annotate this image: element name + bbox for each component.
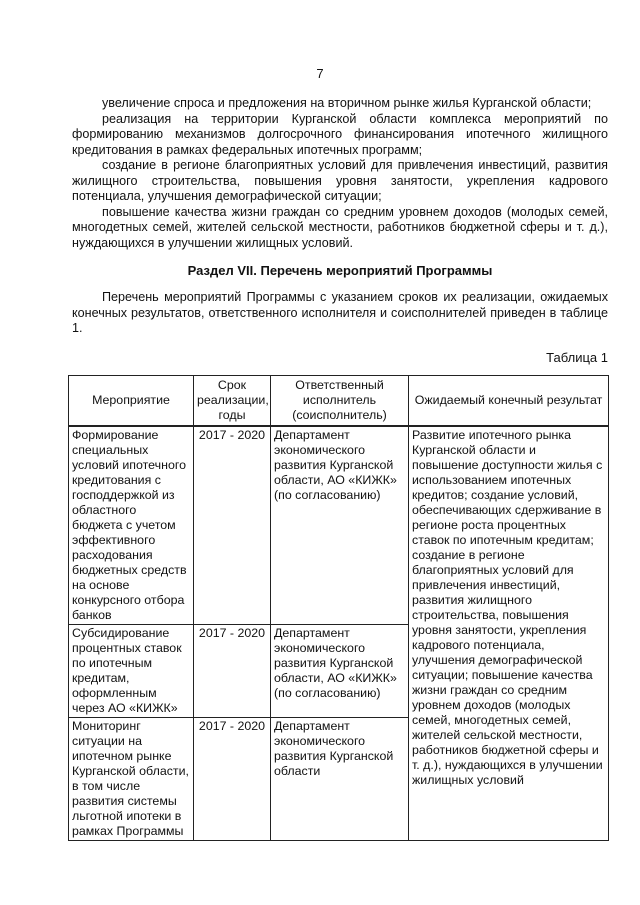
goal-paragraph: повышение качества жизни граждан со средним уровнем доходов (молодых семей, многодетных семей, жителей сельской местности, работников бюджетной сферы и т. д.), нуждающихся в улучшении жилищных условий.: [72, 204, 608, 250]
header-result: Ожидаемый конечный результат: [409, 376, 609, 427]
measures-table: [68, 375, 609, 841]
goals-list: [72, 96, 608, 251]
cell-measure: Субсидирование процентных ставок по ипотечным кредитам, оформленным через АО «КИЖК»: [69, 625, 194, 718]
cell-result: Развитие ипотечного рынка Курганской области и повышение доступности жилья с использованием ипотечных кредитов; создание условий, обеспечивающих сдерживание в регионе роста процентных ставок по ипотечным кредитам; создание в регионе благоприятных условий для привлечения инвестиций, развития жилищного строительства, повышения уровня занятости, укрепления кадрового потенциала, улучшения демографической ситуации; повышение качества жизни граждан со средним уровнем доходов (молодых семей, многодетных семей, жителей сельской местности, работников бюджетной сферы и т. д.), нуждающихся в улучшении жилищных условий: [409, 426, 609, 841]
table-caption: Таблица 1: [546, 350, 608, 365]
cell-measure: Мониторинг ситуации на ипотечном рынке Курганской области, в том числе развития системы льготной ипотеки в рамках Программы: [69, 718, 194, 841]
section-title: Раздел VII. Перечень мероприятий Программы: [187, 263, 493, 278]
cell-measure: Формирование специальных условий ипотечного кредитования с господдержкой из областного бюджета с учетом эффективного расходования бюджетных средств на основе конкурсного отбора банков: [69, 426, 194, 625]
table-header-row: [69, 376, 609, 427]
header-executor: Ответственный исполнитель (соисполнитель): [271, 376, 409, 427]
cell-executor: Департамент экономического развития Курганской области, АО «КИЖК» (по согласованию): [271, 426, 409, 625]
cell-period: 2017 - 2020: [194, 625, 271, 718]
cell-period: 2017 - 2020: [194, 426, 271, 625]
goal-paragraph: создание в регионе благоприятных условий для привлечения инвестиций, развития жилищного строительства, повышения уровня занятости, укрепления кадрового потенциала, улучшения демографической ситуации;: [72, 158, 608, 203]
cell-executor: Департамент экономического развития Курганской области, АО «КИЖК» (по согласованию): [271, 625, 409, 718]
goal-paragraph: увеличение спроса и предложения на вторичном рынке жилья Курганской области;: [102, 96, 592, 110]
goal-paragraph: реализация на территории Курганской области комплекса мероприятий по формированию механизмов долгосрочного финансирования ипотечного жилищного кредитования в рамках федеральных ипотечных программ;: [72, 111, 608, 157]
page-number: 7: [316, 66, 324, 81]
table-row: [69, 426, 609, 625]
header-period: Срок реализации, годы: [194, 376, 271, 427]
cell-executor: Департамент экономического развития Курганской области: [271, 718, 409, 841]
cell-period: 2017 - 2020: [194, 718, 271, 841]
section-intro: Перечень мероприятий Программы с указанием сроков их реализации, ожидаемых конечных результатов, ответственного исполнителя и соисполнителей приведен в таблице 1.: [72, 290, 608, 335]
header-measure: Мероприятие: [69, 376, 194, 427]
